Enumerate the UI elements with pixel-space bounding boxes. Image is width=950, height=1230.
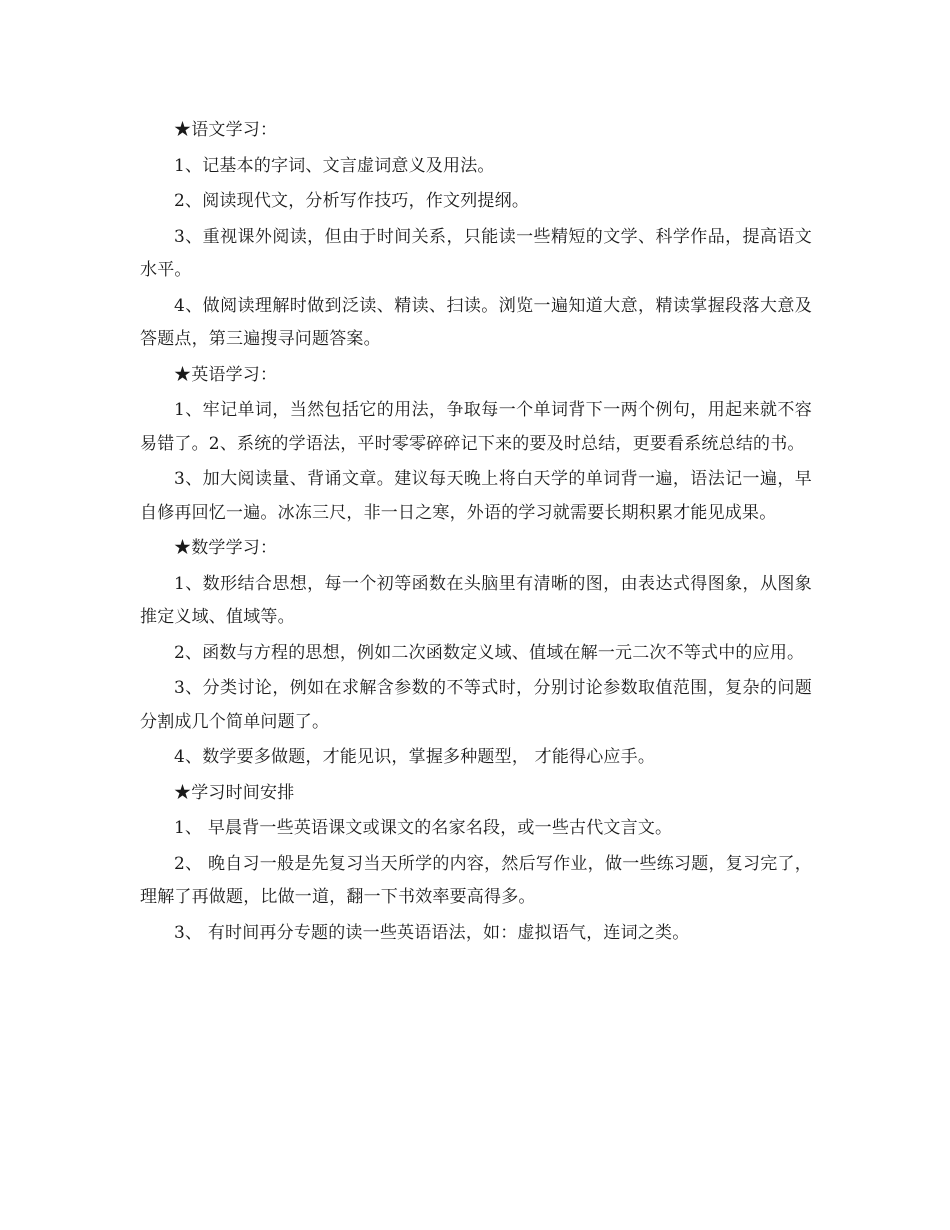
math-item-3: 3、分类讨论，例如在求解含参数的不等式时，分别讨论参数取值范围，复杂的问题分割成几个简单问题了。 [140,678,812,732]
section-heading-math: ★数学学习： [174,538,278,558]
english-item-3: 3、加大阅读量、背诵文章。建议每天晚上将白天学的单词背一遍，语法记一遍，早自修再回忆一遍。冰冻三尺，非一日之寒，外语的学习就需要长期积累才能见成果。 [140,469,812,523]
section-heading-chinese: ★语文学习： [174,120,278,140]
english-item-1: 1、牢记单词，当然包括它的用法，争取每一个单词背下一两个例句，用起来就不容易错了。2、系统的学语法，平时零零碎碎记下来的要及时总结，更要看系统总结的书。 [140,400,812,454]
schedule-item-1: 1、 早晨背一些英语课文或课文的名家名段，或一些古代文言文。 [174,818,673,838]
chinese-item-3: 3、重视课外阅读，但由于时间关系，只能读一些精短的文学、科学作品，提高语文水平。 [140,226,812,280]
document-body [140,114,812,952]
chinese-item-4: 4、做阅读理解时做到泛读、精读、扫读。浏览一遍知道大意，精读掌握段落大意及答题点，第三遍搜寻问题答案。 [140,295,812,349]
math-item-4: 4、数学要多做题，才能见识，掌握多种题型， 才能得心应手。 [174,747,656,767]
chinese-item-1: 1、记基本的字词、文言虚词意义及用法。 [174,155,495,176]
schedule-item-3: 3、 有时间再分专题的读一些英语语法，如：虚拟语气，连词之类。 [174,922,690,943]
chinese-item-2: 2、阅读现代文，分析写作技巧，作文列提纲。 [174,191,530,211]
section-heading-english: ★英语学习： [174,364,278,385]
section-heading-schedule: ★学习时间安排 [174,782,295,803]
schedule-item-2: 2、 晚自习一般是先复习当天所学的内容，然后写作业，做一些练习题，复习完了，理解了再做题，比做一道，翻一下书效率要高得多。 [140,853,812,907]
math-item-2: 2、函数与方程的思想，例如二次函数定义域、值域在解一元二次不等式中的应用。 [174,642,805,663]
math-item-1: 1、数形结合思想，每一个初等函数在头脑里有清晰的图，由表达式得图象，从图象推定义域、值域等。 [140,573,812,627]
